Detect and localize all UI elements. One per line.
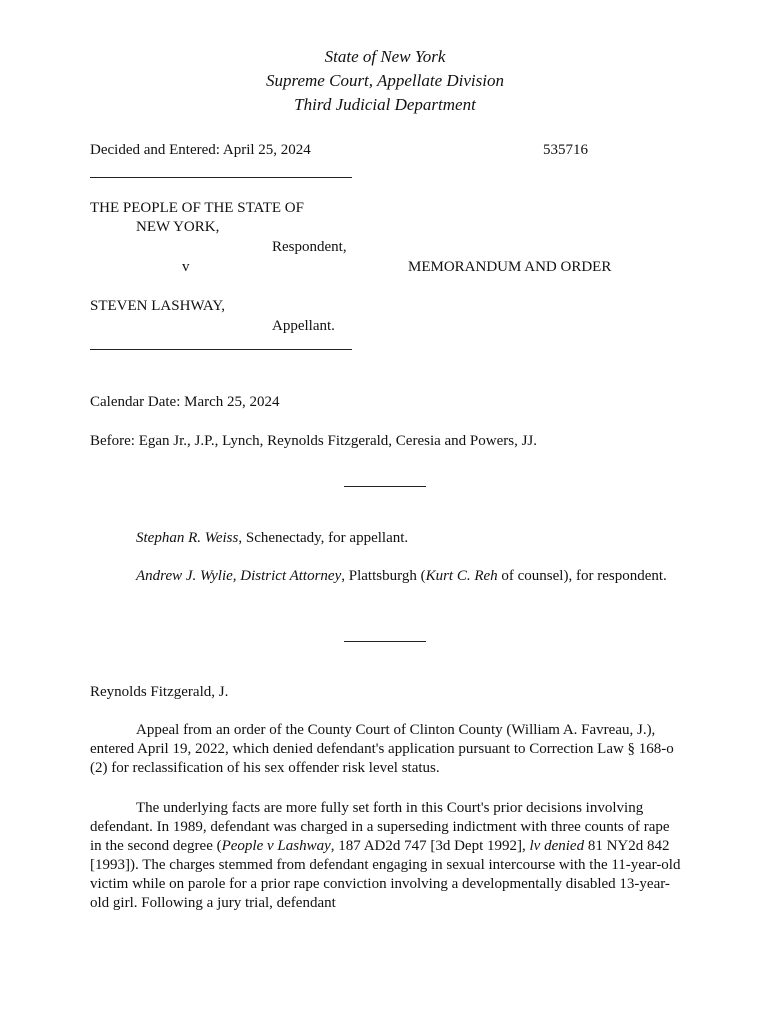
opinion-author: Reynolds Fitzgerald, J. (90, 684, 229, 700)
respondent-counsel-name: Andrew J. Wylie, District Attorney (136, 568, 342, 584)
respondent-counsel-attorney: Kurt C. Reh (425, 568, 498, 584)
court-state: State of New York (324, 47, 446, 66)
paragraph-2-part3: 81 NY2d 842 [1993]). The charges stemmed from defendant engaging in sexual intercourse with the 11-year-old victim while on parole for a prior rape conviction involving a developmentally disabled 13-year-old girl. Following a jury trial, defendant (90, 838, 681, 911)
lv-denied: lv denied (529, 838, 585, 854)
party2-name: STEVEN LASHWAY, (90, 298, 226, 314)
party2-role: Appellant. (272, 318, 335, 334)
calendar-date: Calendar Date: March 25, 2024 (90, 394, 280, 410)
separator-1 (344, 486, 426, 487)
caption-top-rule (90, 177, 352, 178)
respondent-counsel-mid: , Plattsburgh ( (341, 568, 426, 584)
separator-2 (344, 641, 426, 642)
docket-number: 535716 (543, 142, 588, 158)
respondent-counsel (90, 567, 682, 586)
decided-date: Decided and Entered: April 25, 2024 (90, 142, 311, 158)
appellant-counsel-rest: , Schenectady, for appellant. (238, 530, 409, 546)
respondent-counsel-rest: of counsel), for respondent. (497, 568, 667, 584)
paragraph-1: Appeal from an order of the County Court of Clinton County (William A. Favreau, J.), entered April 19, 2022, which denied defendant's application pursuant to Correction Law § 168-o (2) for reclassification of his sex offender risk level status. (90, 722, 674, 776)
court-department: Third Judicial Department (294, 95, 476, 114)
document-title: MEMORANDUM AND ORDER (408, 259, 612, 275)
versus: v (182, 259, 190, 275)
appellant-counsel-name: Stephan R. Weiss (136, 530, 239, 546)
party1-line2: NEW YORK, (136, 219, 220, 235)
party1-role: Respondent, (272, 239, 347, 255)
panel-judges: Before: Egan Jr., J.P., Lynch, Reynolds Fitzgerald, Ceresia and Powers, JJ. (90, 433, 538, 449)
appellant-counsel (136, 529, 408, 548)
paragraph-2-part1: The underlying facts are more fully set forth in this Court's prior decisions involving defendant. In 1989, defendant was charged in a superseding indictment with three counts of rape in the second degree ( (90, 800, 670, 854)
court-header (0, 45, 770, 117)
court-name: Supreme Court, Appellate Division (266, 71, 504, 90)
case-name: People v Lashway (221, 838, 331, 854)
paragraph-2-part2: , 187 AD2d 747 [3d Dept 1992], (330, 838, 530, 854)
paragraph-2 (90, 799, 682, 913)
caption-bottom-rule (90, 349, 352, 350)
party1-line1: THE PEOPLE OF THE STATE OF (90, 200, 304, 216)
